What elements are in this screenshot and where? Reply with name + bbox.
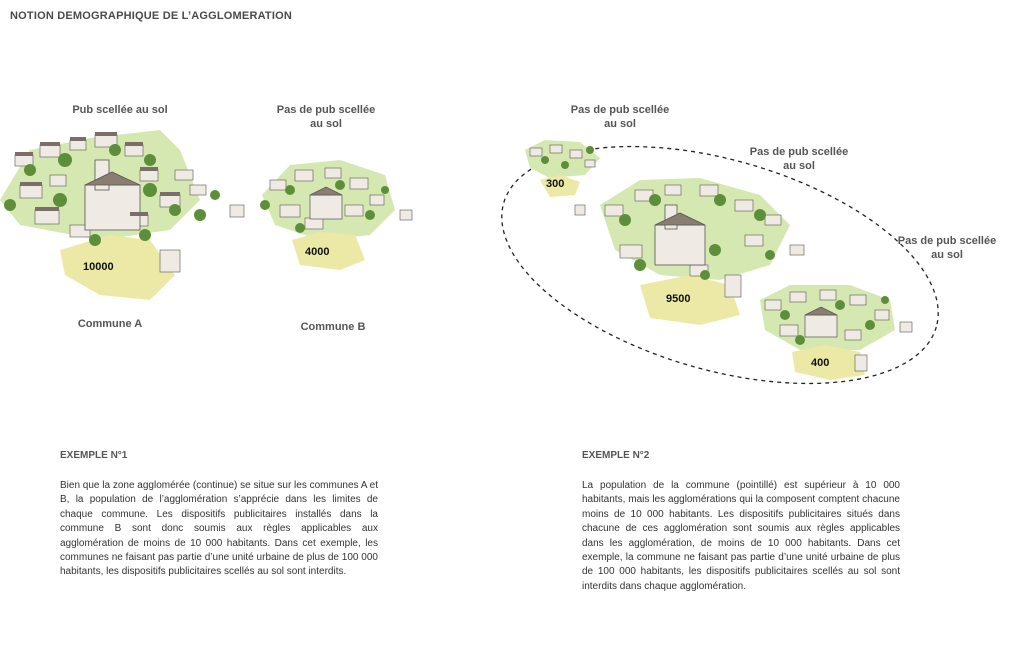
village-3 — [760, 285, 912, 380]
example-1-heading: EXEMPLE N°1 — [60, 450, 128, 461]
village-1-population: 300 — [546, 178, 565, 190]
example-2-heading: EXEMPLE N°2 — [582, 450, 650, 461]
example-1-text: Bien que la zone agglomérée (continue) se situe sur les communes A et B, la population de l’agglomération s’apprécie dans les limites de chaque commune. Les dispositifs publicitaires installés dans la commune B sont donc soumis aux règles applicables aux agglomération de moins de 10 000 habitants. Dans cet exemple, les communes ne faisant pas partie d’une unité urbaine de plus de 100 000 habitants, les dispositifs publicitaires scellés au sol sont interdits. — [60, 480, 378, 578]
field-yellow — [60, 235, 175, 300]
commune-b-population: 4000 — [305, 246, 330, 258]
example-2-text: La population de la commune (pointillé) est supérieur à 10 000 habitants, mais les agglomérations qui la composent comptent chacune moins de 10 000 habitants. Les dispositifs publicitaires situés dans chacune de ces agglomération sont soumis aux règles applicables dans les agglomération, de moins de 10 000 habitants. Dans cet exemple, la commune ne faisant pas partie d’une unité urbaine de plus de 100 000 habitants, les dispositifs publicitaires scellés au sol sont interdits dans chaque agglomération. — [582, 480, 900, 592]
commune-b-status-label: Pas de pub scellée au sol — [276, 104, 376, 130]
village-2-status-label: Pas de pub scellée au sol — [749, 146, 849, 172]
commune-a-population: 10000 — [83, 261, 114, 273]
field-green — [525, 140, 600, 178]
commune-a-name: Commune A — [77, 318, 143, 330]
page-title: NOTION DEMOGRAPHIQUE DE L’AGGLOMERATION — [10, 10, 292, 22]
commune-b-village — [260, 160, 412, 270]
village-2-population: 9500 — [666, 293, 691, 305]
commune-a-status-label: Pub scellée au sol — [72, 104, 168, 116]
commune-a-village — [0, 130, 244, 300]
commune-b-name: Commune B — [300, 321, 366, 333]
village-3-status-label: Pas de pub scellée au sol — [897, 235, 997, 261]
village-1-status-label: Pas de pub scellée au sol — [570, 104, 670, 130]
village-3-population: 400 — [811, 357, 830, 369]
